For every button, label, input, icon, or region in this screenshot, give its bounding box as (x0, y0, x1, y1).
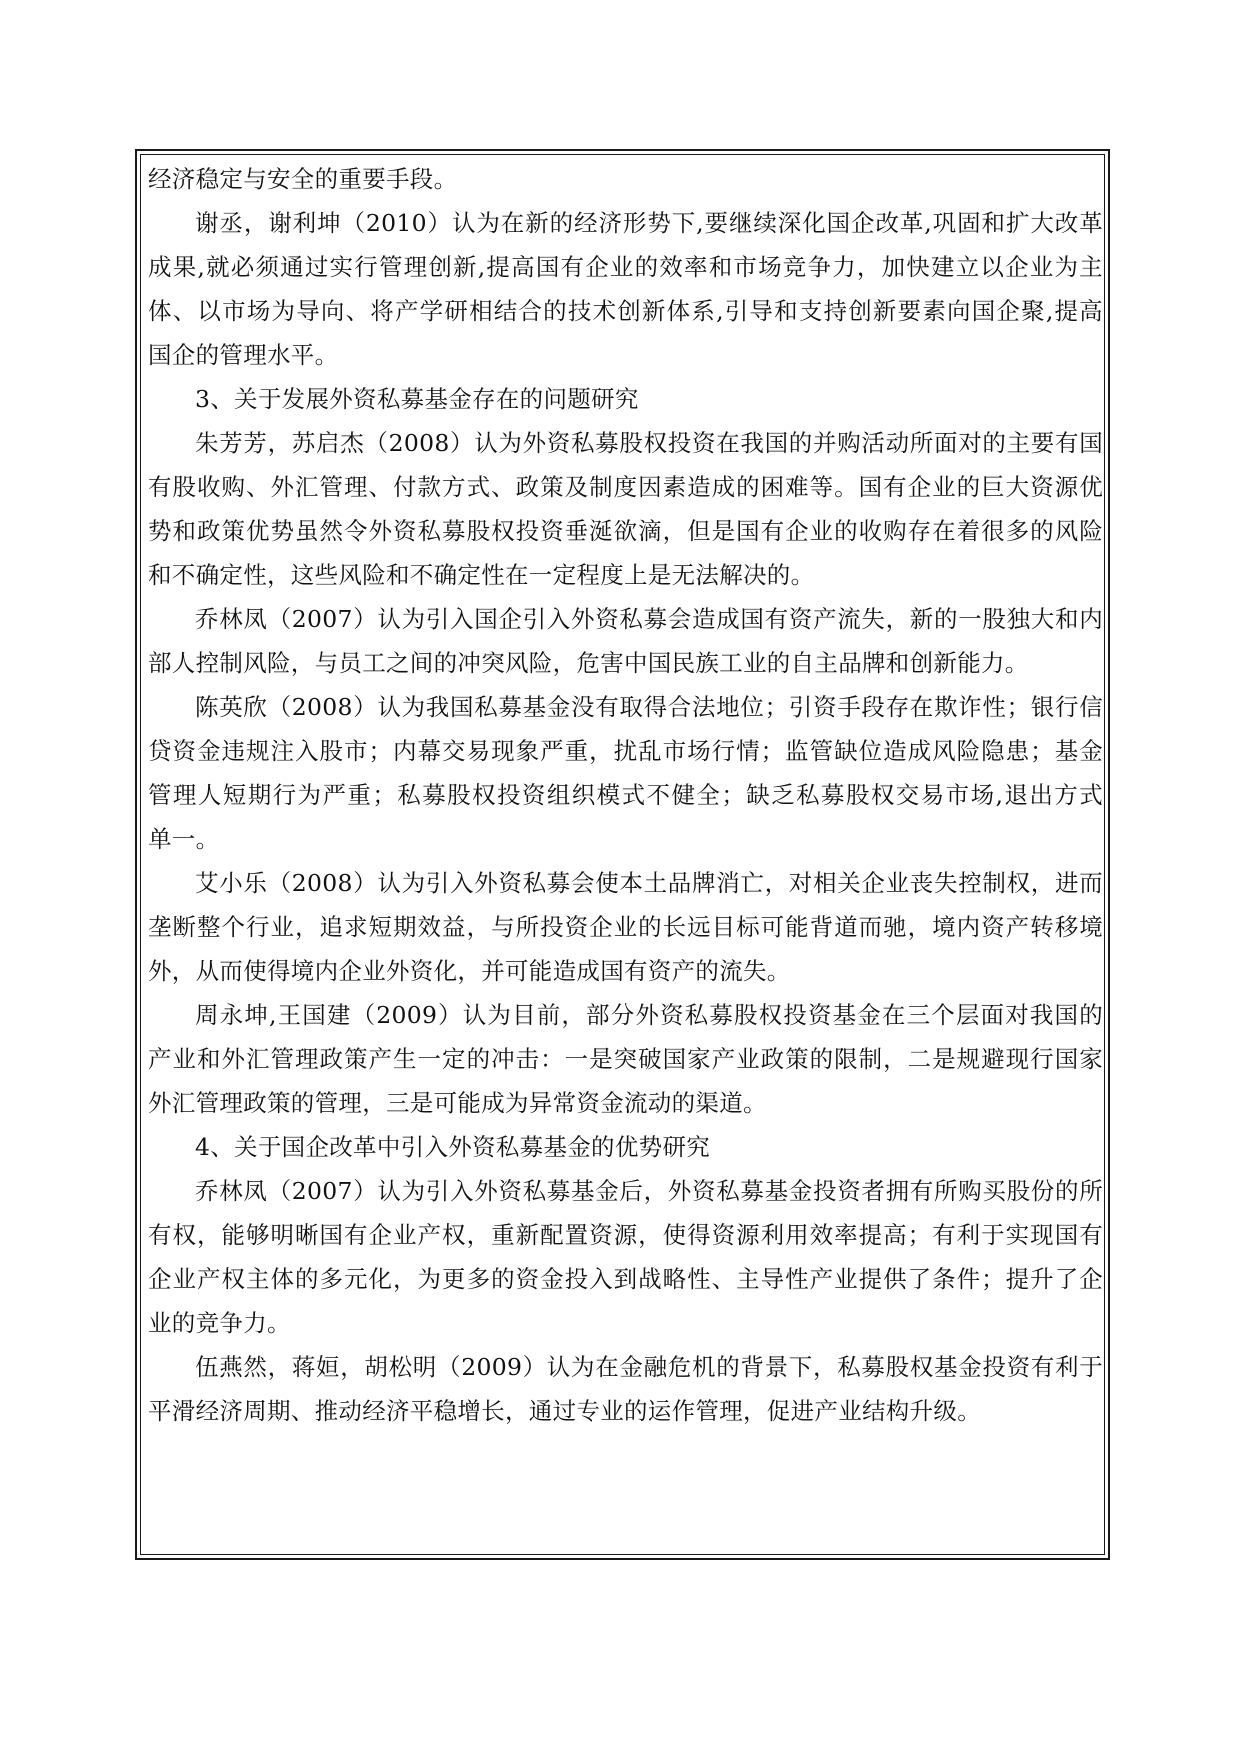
text-line: 和不确定性，这些风险和不确定性在一定程度上是无法解决的。 (148, 561, 815, 589)
text-line: 国企的管理水平。 (148, 341, 339, 369)
text-line: 垄断整个行业，追求短期效益，与所投资企业的长远目标可能背道而驰，境内资产转移境 (148, 913, 1103, 941)
text-line: 经济稳定与安全的重要手段。 (148, 165, 458, 193)
paragraph-start-line: 周永坤,王国建（2009）认为目前，部分外资私募股权投资基金在三个层面对我国的 (195, 1001, 1103, 1029)
section-heading: 4、关于国企改革中引入外资私募基金的优势研究 (195, 1133, 711, 1161)
text-line: 有股收购、外汇管理、付款方式、政策及制度因素造成的困难等。国有企业的巨大资源优 (148, 473, 1103, 501)
text-line: 势和政策优势虽然令外资私募股权投资垂涎欲滴，但是国有企业的收购存在着很多的风险 (148, 517, 1103, 545)
paragraph-start-line: 陈英欣（2008）认为我国私募基金没有取得合法地位；引资手段存在欺诈性；银行信 (195, 693, 1103, 721)
paragraph-start-line: 谢丞，谢利坤（2010）认为在新的经济形势下,要继续深化国企改革,巩固和扩大改革 (195, 209, 1103, 237)
text-line: 体、以市场为导向、将产学研相结合的技术创新体系,引导和支持创新要素向国企聚,提高 (148, 297, 1103, 325)
text-line: 成果,就必须通过实行管理创新,提高国有企业的效率和市场竞争力，加快建立以企业为主 (148, 253, 1103, 281)
section-heading: 3、关于发展外资私募基金存在的问题研究 (195, 385, 639, 413)
paragraph-start-line: 伍燕然，蒋姮，胡松明（2009）认为在金融危机的背景下，私募股权基金投资有利于 (195, 1353, 1103, 1381)
paragraph-start-line: 乔林凤（2007）认为引入国企引入外资私募会造成国有资产流失，新的一股独大和内 (195, 605, 1103, 633)
text-line: 有权，能够明晰国有企业产权，重新配置资源，使得资源利用效率提高；有利于实现国有 (148, 1221, 1103, 1249)
text-line: 外汇管理政策的管理，三是可能成为异常资金流动的渠道。 (148, 1089, 767, 1117)
text-line: 单一。 (148, 825, 220, 853)
text-line: 产业和外汇管理政策产生一定的冲击：一是突破国家产业政策的限制，二是规避现行国家 (148, 1045, 1103, 1073)
text-line: 贷资金违规注入股市；内幕交易现象严重，扰乱市场行情；监管缺位造成风险隐患；基金 (148, 737, 1103, 765)
text-line: 企业产权主体的多元化，为更多的资金投入到战略性、主导性产业提供了条件；提升了企 (148, 1265, 1103, 1293)
paragraph-start-line: 艾小乐（2008）认为引入外资私募会使本土品牌消亡，对相关企业丧失控制权，进而 (195, 869, 1103, 897)
text-line: 外，从而使得境内企业外资化，并可能造成国有资产的流失。 (148, 957, 791, 985)
text-line: 部人控制风险，与员工之间的冲突风险，危害中国民族工业的自主品牌和创新能力。 (148, 649, 1029, 677)
text-line: 平滑经济周期、推动经济平稳增长，通过专业的运作管理，促进产业结构升级。 (148, 1397, 981, 1425)
paragraph-start-line: 乔林凤（2007）认为引入外资私募基金后，外资私募基金投资者拥有所购买股份的所 (195, 1177, 1103, 1205)
paragraph-start-line: 朱芳芳，苏启杰（2008）认为外资私募股权投资在我国的并购活动所面对的主要有国 (195, 429, 1103, 457)
text-line: 业的竞争力。 (148, 1309, 291, 1337)
text-line: 管理人短期行为严重；私募股权投资组织模式不健全；缺乏私募股权交易市场,退出方式 (148, 781, 1103, 809)
